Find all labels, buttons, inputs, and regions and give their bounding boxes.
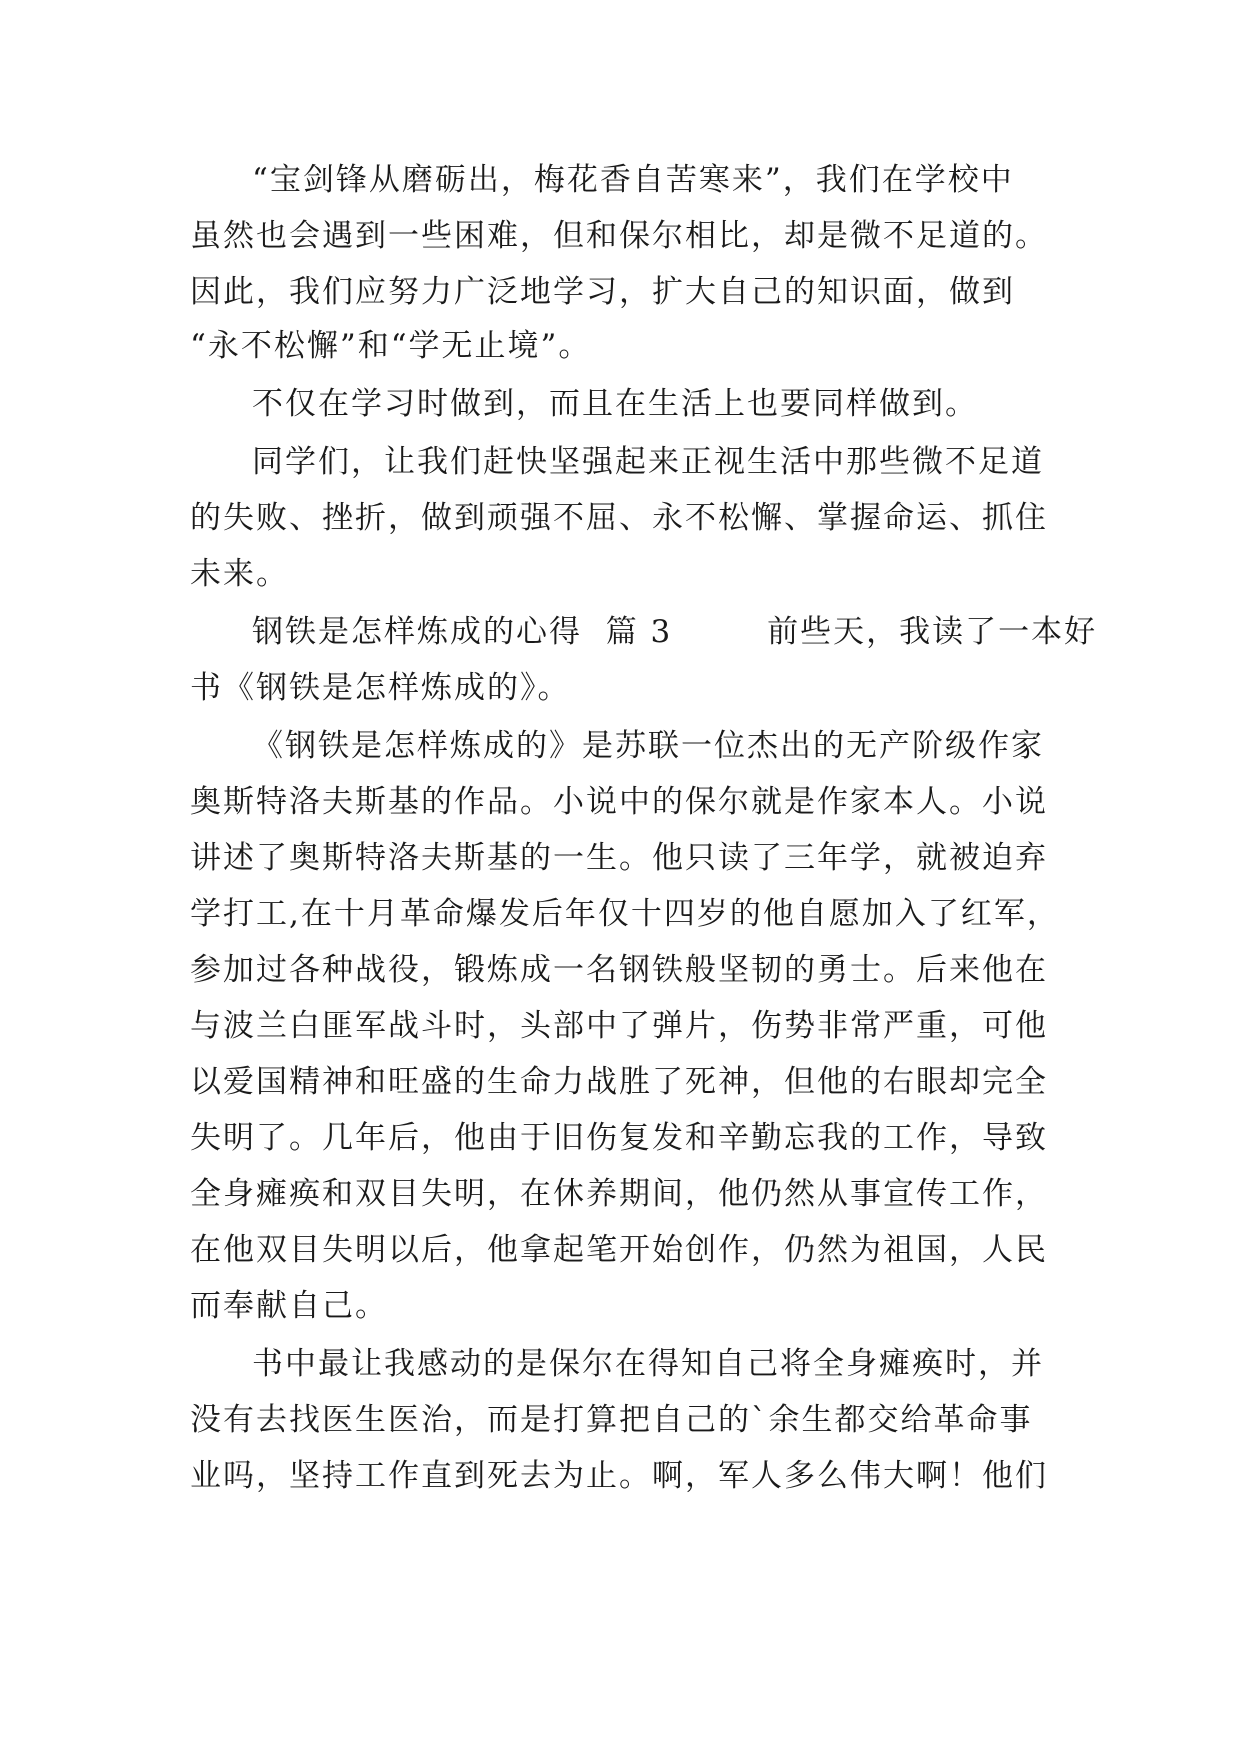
text-line: 讲述了奥斯特洛夫斯基的一生。他只读了三年学，就被迫弃 xyxy=(190,840,1048,876)
text-line: 失明了。几年后，他由于旧伤复发和辛勤忘我的工作，导致 xyxy=(190,1120,1048,1156)
text-line: 的失败、挫折，做到顽强不屈、永不松懈、掌握命运、抓住 xyxy=(190,500,1048,536)
text-line: 虽然也会遇到一些困难，但和保尔相比，却是微不足道的。 xyxy=(190,218,1048,254)
text-line: 以爱国精神和旺盛的生命力战胜了死神，但他的右眼却完全 xyxy=(190,1064,1048,1100)
text-line: 未来。 xyxy=(190,556,289,592)
text-line: 奥斯特洛夫斯基的作品。小说中的保尔就是作家本人。小说 xyxy=(190,784,1048,820)
text-line: 业吗，坚持工作直到死去为止。啊，军人多么伟大啊！他们 xyxy=(190,1458,1048,1494)
text-line: 没有去找医生医治，而是打算把自己的`余生都交给革命事 xyxy=(190,1402,1033,1438)
text-line: 与波兰白匪军战斗时，头部中了弹片，伤势非常严重，可他 xyxy=(190,1008,1048,1044)
text-line: “宝剑锋从磨砺出，梅花香自苦寒来”，我们在学校中 xyxy=(252,162,1014,198)
text-line: 参加过各种战役，锻炼成一名钢铁般坚韧的勇士。后来他在 xyxy=(190,952,1048,988)
text-line: 书中最让我感动的是保尔在得知自己将全身瘫痪时，并 xyxy=(252,1346,1044,1382)
text-line: 因此，我们应努力广泛地学习，扩大自己的知识面，做到 xyxy=(190,274,1015,310)
text-line: 书《钢铁是怎样炼成的》。 xyxy=(190,670,571,706)
text-line: 在他双目失明以后，他拿起笔开始创作，仍然为祖国，人民 xyxy=(190,1232,1048,1268)
text-line: 《钢铁是怎样炼成的》是苏联一位杰出的无产阶级作家 xyxy=(252,728,1044,764)
text-line: 全身瘫痪和双目失明，在休养期间，他仍然从事宣传工作， xyxy=(190,1176,1048,1212)
text-line: 不仅在学习时做到，而且在生活上也要同样做到。 xyxy=(252,386,978,422)
text-line: 同学们，让我们赶快坚强起来正视生活中那些微不足道 xyxy=(252,444,1044,480)
text-line: 而奉献自己。 xyxy=(190,1288,388,1324)
text-line: 学打工,在十月革命爆发后年仅十四岁的他自愿加入了红军， xyxy=(190,896,1060,932)
section-heading-line: 钢铁是怎样炼成的心得 篇 3 前些天，我读了一本好 xyxy=(252,614,1098,650)
text-line: “永不松懈”和“学无止境”。 xyxy=(190,328,592,364)
